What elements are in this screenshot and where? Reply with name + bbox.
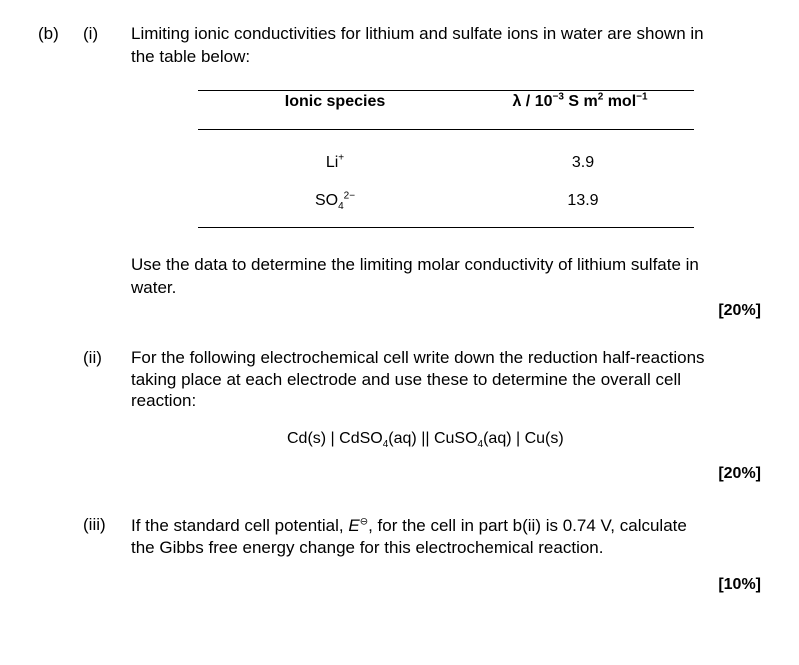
electrochemical-cell-notation: Cd(s) | CdSO$_4$(aq) || CuSO$_4$(aq) | Cu(s) [287,430,564,451]
sub-iii-label: (iii) [83,515,106,534]
sub-i-intro-line1: Limiting ionic conductivities for lithium and sulfate ions in water are shown in [131,24,704,43]
table-header-rule [198,129,694,130]
table-row-2-species: $SO_4^{2-}$ [314,190,356,213]
sub-ii-label: (ii) [83,348,102,367]
table-row-1-value: 3.9 [571,154,595,171]
part-b-label: (b) [38,24,59,43]
sub-i-intro-line2: the table below: [131,47,251,66]
table-top-rule [198,90,694,91]
sub-iii-line2: the Gibbs free energy change for this electrochemical reaction. [131,538,604,557]
sub-i-label: (i) [83,24,99,43]
sub-ii-marks: [20%] [718,465,761,482]
sub-i-question-line1: Use the data to determine the limiting molar conductivity of lithium sulfate in [131,255,699,274]
sub-iii-marks: [10%] [718,576,761,593]
table-header-lambda: λ / $10^{-3}$ S $m^2$ mol$^{-1}$ [512,91,648,110]
table-header-species: Ionic species [284,93,386,110]
table-row-2-value: 13.9 [567,192,599,209]
table-row-1-species: Li+ [325,152,345,171]
table-bottom-rule [198,227,694,228]
sub-iii-line1: If the standard cell potential, E⊖, for the cell in part b(ii) is 0.74 V, calculate [131,516,687,535]
sub-i-question-line2: water. [131,278,177,297]
sub-ii-line3: reaction: [131,391,197,410]
sub-i-marks: [20%] [718,302,761,319]
sub-ii-line1: For the following electrochemical cell write down the reduction half-reactions [131,348,705,367]
sub-ii-line2: taking place at each electrode and use these to determine the overall cell [131,370,682,389]
